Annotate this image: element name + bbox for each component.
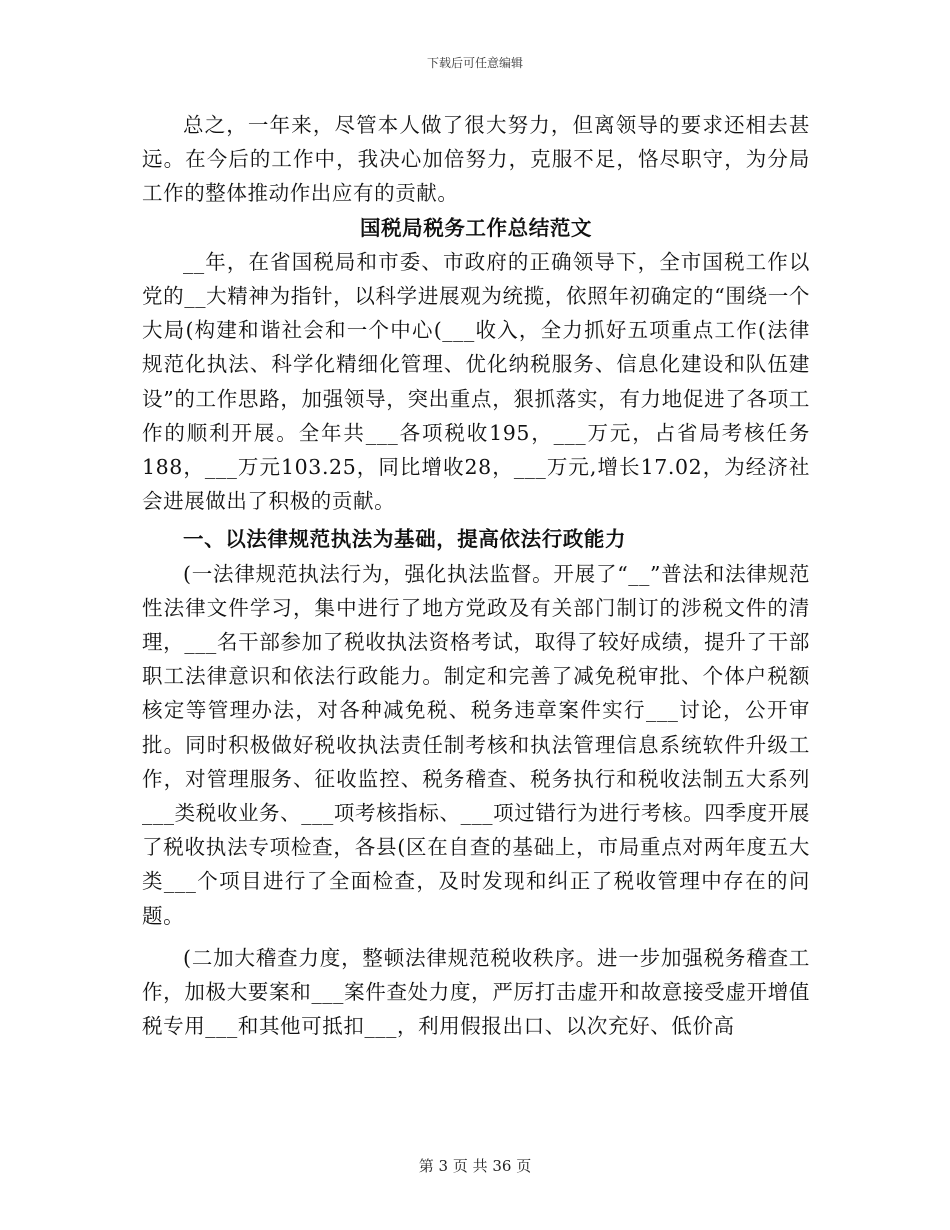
page-number: 第 3 页 共 36 页	[418, 1157, 532, 1175]
paragraph-inspection: (二加大稽查力度，整顿法律规范税收秩序。进一步加强税务稽查工作，加极大要案和___案件查处力度，严厉打击虚开和故意接受虚开增值税专用___和其他可抵扣___，利用假报出口、以次充好、低价高	[142, 945, 810, 1039]
paragraph-law-enforcement: (一法律规范执法行为，强化执法监督。开展了“__”普法和法律规范性法律文件学习，集中进行了地方党政及有关部门制订的涉税文件的清理，___名干部参加了税收执法资格考试，取得了较好成绩，提升了干部职工法律意识和依法行政能力。制定和完善了减免税审批、个体户税额核定等管理办法，对各种减免税、税务违章案件实行___讨论，公开审批。同时积极做好税收执法责任制考核和执法管理信息系统软件升级工作，对管理服务、征收监控、税务稽查、税务执行和税收法制五大系列___类税收业务、___项考核指标、___项过错行为进行考核。四季度开展了税收执法专项检查，各县(区在自查的基础上，市局重点对两年度五大类___个项目进行了全面检查，及时发现和纠正了税收管理中存在的问题。	[142, 561, 810, 928]
paragraph-summary: 总之，一年来，尽管本人做了很大努力，但离领导的要求还相去甚远。在今后的工作中，我决心加倍努力，克服不足，恪尽职守，为分局工作的整体推动作出应有的贡献。	[142, 113, 810, 206]
header-note: 下载后可任意编辑	[426, 56, 523, 70]
section-heading-1: 一、以法律规范执法为基础，提高依法行政能力	[183, 527, 627, 552]
document-title: 国税局税务工作总结范文	[359, 215, 593, 240]
document-body	[142, 108, 810, 1043]
paragraph-overview: __年，在省国税局和市委、市政府的正确领导下，全市国税工作以党的__大精神为指针，以科学进展观为统揽，依照年初确定的“围绕一个大局(构建和谐社会和一个中心(___收入，全力抓好五项重点工作(法律规范化执法、科学化精细化管理、优化纳税服务、信息化建设和队伍建设”的工作思路，加强领导，突出重点，狠抓落实，有力地促进了各项工作的顺利开展。全年共___各项税收195，___万元，占省局考核任务188，___万元103.25，同比增收28，___万元,增长17.02，为经济社会进展做出了积极的贡献。	[142, 249, 810, 514]
